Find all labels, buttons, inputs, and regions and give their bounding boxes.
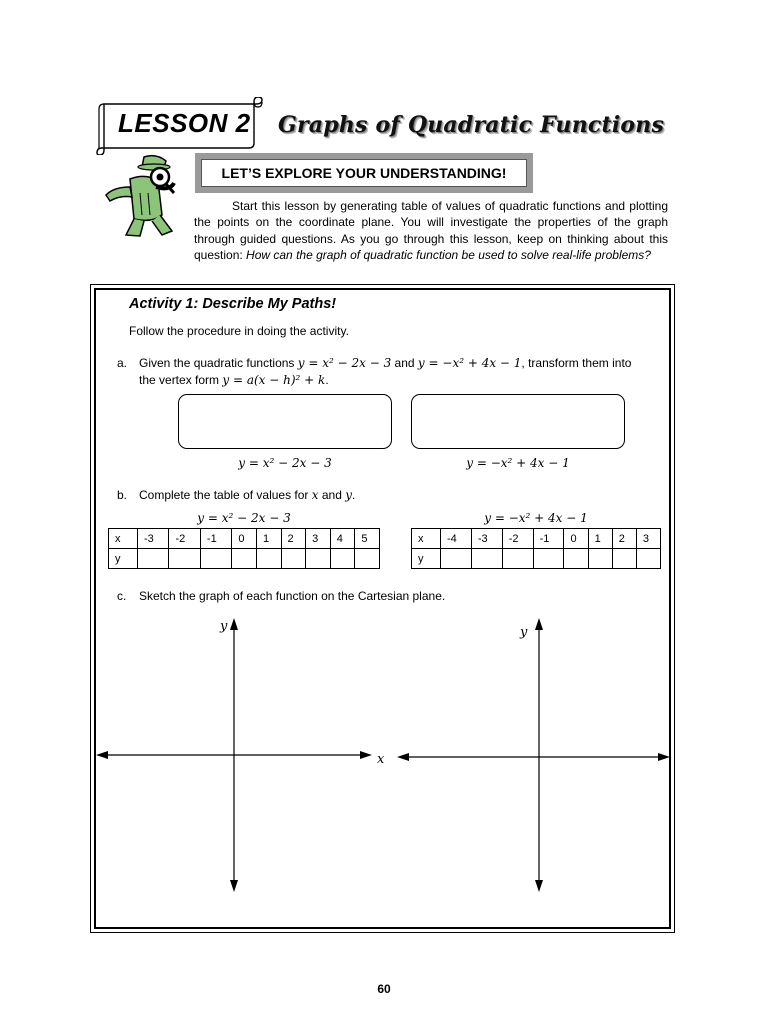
cartesian-planes [94, 612, 671, 897]
table2-x-row [412, 529, 661, 549]
table2-x-cell: -1 [533, 529, 564, 549]
table2-y-cell[interactable] [441, 549, 472, 569]
table1-y-cell[interactable] [306, 549, 331, 569]
item-b-var-y: y [345, 488, 353, 502]
table2-x-cell: 1 [588, 529, 612, 549]
table2-x-cell: 0 [564, 529, 588, 549]
table1-y-cell[interactable] [138, 549, 169, 569]
lesson-label: LESSON 2 [118, 108, 251, 138]
table2-x-cell: -3 [471, 529, 502, 549]
item-a-func2: y = −x² + 4x − 1 [417, 356, 522, 370]
table1-x-row [109, 529, 380, 549]
answer-box-2-label: y = −x² + 4x − 1 [466, 456, 570, 470]
activity-instruction: Follow the procedure in doing the activity. [129, 324, 349, 338]
table-of-values-2 [411, 528, 661, 569]
table1-x-cell: 4 [330, 529, 355, 549]
item-b-text [139, 488, 355, 502]
table2-y-cell[interactable] [471, 549, 502, 569]
table1-y-cell[interactable] [330, 549, 355, 569]
table1-y-cell[interactable] [169, 549, 200, 569]
detective-magnifier-icon [100, 153, 184, 239]
table2-y-cell[interactable] [588, 549, 612, 569]
table1-y-cell[interactable] [281, 549, 306, 569]
table2-y-row [412, 549, 661, 569]
item-b-letter: b. [117, 488, 128, 502]
table2-y-cell[interactable] [612, 549, 636, 569]
page-number: 60 [377, 982, 391, 996]
item-b-text-3: . [352, 488, 356, 502]
item-a-text-4: the vertex form [139, 373, 223, 387]
item-c-text: Sketch the graph of each function on the Cartesian plane. [139, 589, 446, 603]
table1-x-cell: 1 [256, 529, 281, 549]
table1-x-cell: 3 [306, 529, 331, 549]
table1-y-header: y [109, 549, 138, 569]
item-b-text-1: Complete the table of values for [139, 488, 312, 502]
plane1-x-label: x [377, 752, 385, 767]
table2-caption: y = −x² + 4x − 1 [484, 511, 588, 525]
table2-y-cell[interactable] [533, 549, 564, 569]
table2-y-cell[interactable] [636, 549, 660, 569]
item-c-letter: c. [117, 589, 127, 603]
table1-x-cell: 0 [232, 529, 257, 549]
plane1-y-label: y [220, 619, 228, 634]
table1-y-row [109, 549, 380, 569]
table2-x-header: x [412, 529, 441, 549]
explore-heading: LET’S EXPLORE YOUR UNDERSTANDING! [201, 159, 527, 187]
table1-caption: y = x² − 2x − 3 [197, 511, 291, 525]
table2-x-cell: 2 [612, 529, 636, 549]
item-a-vertex-form: y = a(x − h)² + k [222, 373, 326, 387]
intro-paragraph [194, 198, 668, 264]
cartesian-plane-2[interactable] [397, 618, 670, 892]
item-b-text-2: and [318, 488, 346, 502]
intro-question: How can the graph of quadratic function be used to solve real-life problems? [246, 248, 651, 263]
item-a-text-3: , transform them into [521, 356, 632, 370]
answer-box-1[interactable] [178, 394, 392, 449]
table-of-values-1 [108, 528, 380, 569]
lesson-title: Graphs of Quadratic Functions [278, 112, 665, 138]
item-a-line2 [139, 373, 329, 387]
table1-x-cell: -2 [169, 529, 200, 549]
cartesian-plane-1[interactable] [96, 618, 385, 892]
item-a-line1 [139, 356, 631, 370]
item-a-text-2: and [391, 356, 418, 370]
activity-title: Activity 1: Describe My Paths! [129, 296, 337, 312]
table2-y-cell[interactable] [502, 549, 533, 569]
plane2-y-label: y [520, 625, 528, 640]
table1-y-cell[interactable] [355, 549, 380, 569]
table2-x-cell: -2 [502, 529, 533, 549]
item-a-func1: y = x² − 2x − 3 [297, 356, 392, 370]
table1-y-cell[interactable] [256, 549, 281, 569]
table2-y-header: y [412, 549, 441, 569]
table2-y-cell[interactable] [564, 549, 588, 569]
table1-y-cell[interactable] [232, 549, 257, 569]
table1-y-cell[interactable] [200, 549, 231, 569]
item-a-letter: a. [117, 356, 128, 370]
table1-x-header: x [109, 529, 138, 549]
table1-x-cell: -1 [200, 529, 231, 549]
table1-x-cell: 5 [355, 529, 380, 549]
item-b-var-x: x [311, 488, 319, 502]
item-a-text-5: . [325, 373, 329, 387]
answer-box-2[interactable] [411, 394, 625, 449]
table2-x-cell: 3 [636, 529, 660, 549]
intro-text: Start this lesson by generating table of values of quadratic functions and plotting the points on the coordinate plane. You will investigate the properties of the graph through guided questions. As you go through this lesson, keep on thinking about this question: [194, 199, 668, 263]
table2-x-cell: -4 [441, 529, 472, 549]
answer-box-1-label: y = x² − 2x − 3 [238, 456, 332, 470]
table1-x-cell: -3 [138, 529, 169, 549]
table1-x-cell: 2 [281, 529, 306, 549]
item-a-text-1: Given the quadratic functions [139, 356, 298, 370]
